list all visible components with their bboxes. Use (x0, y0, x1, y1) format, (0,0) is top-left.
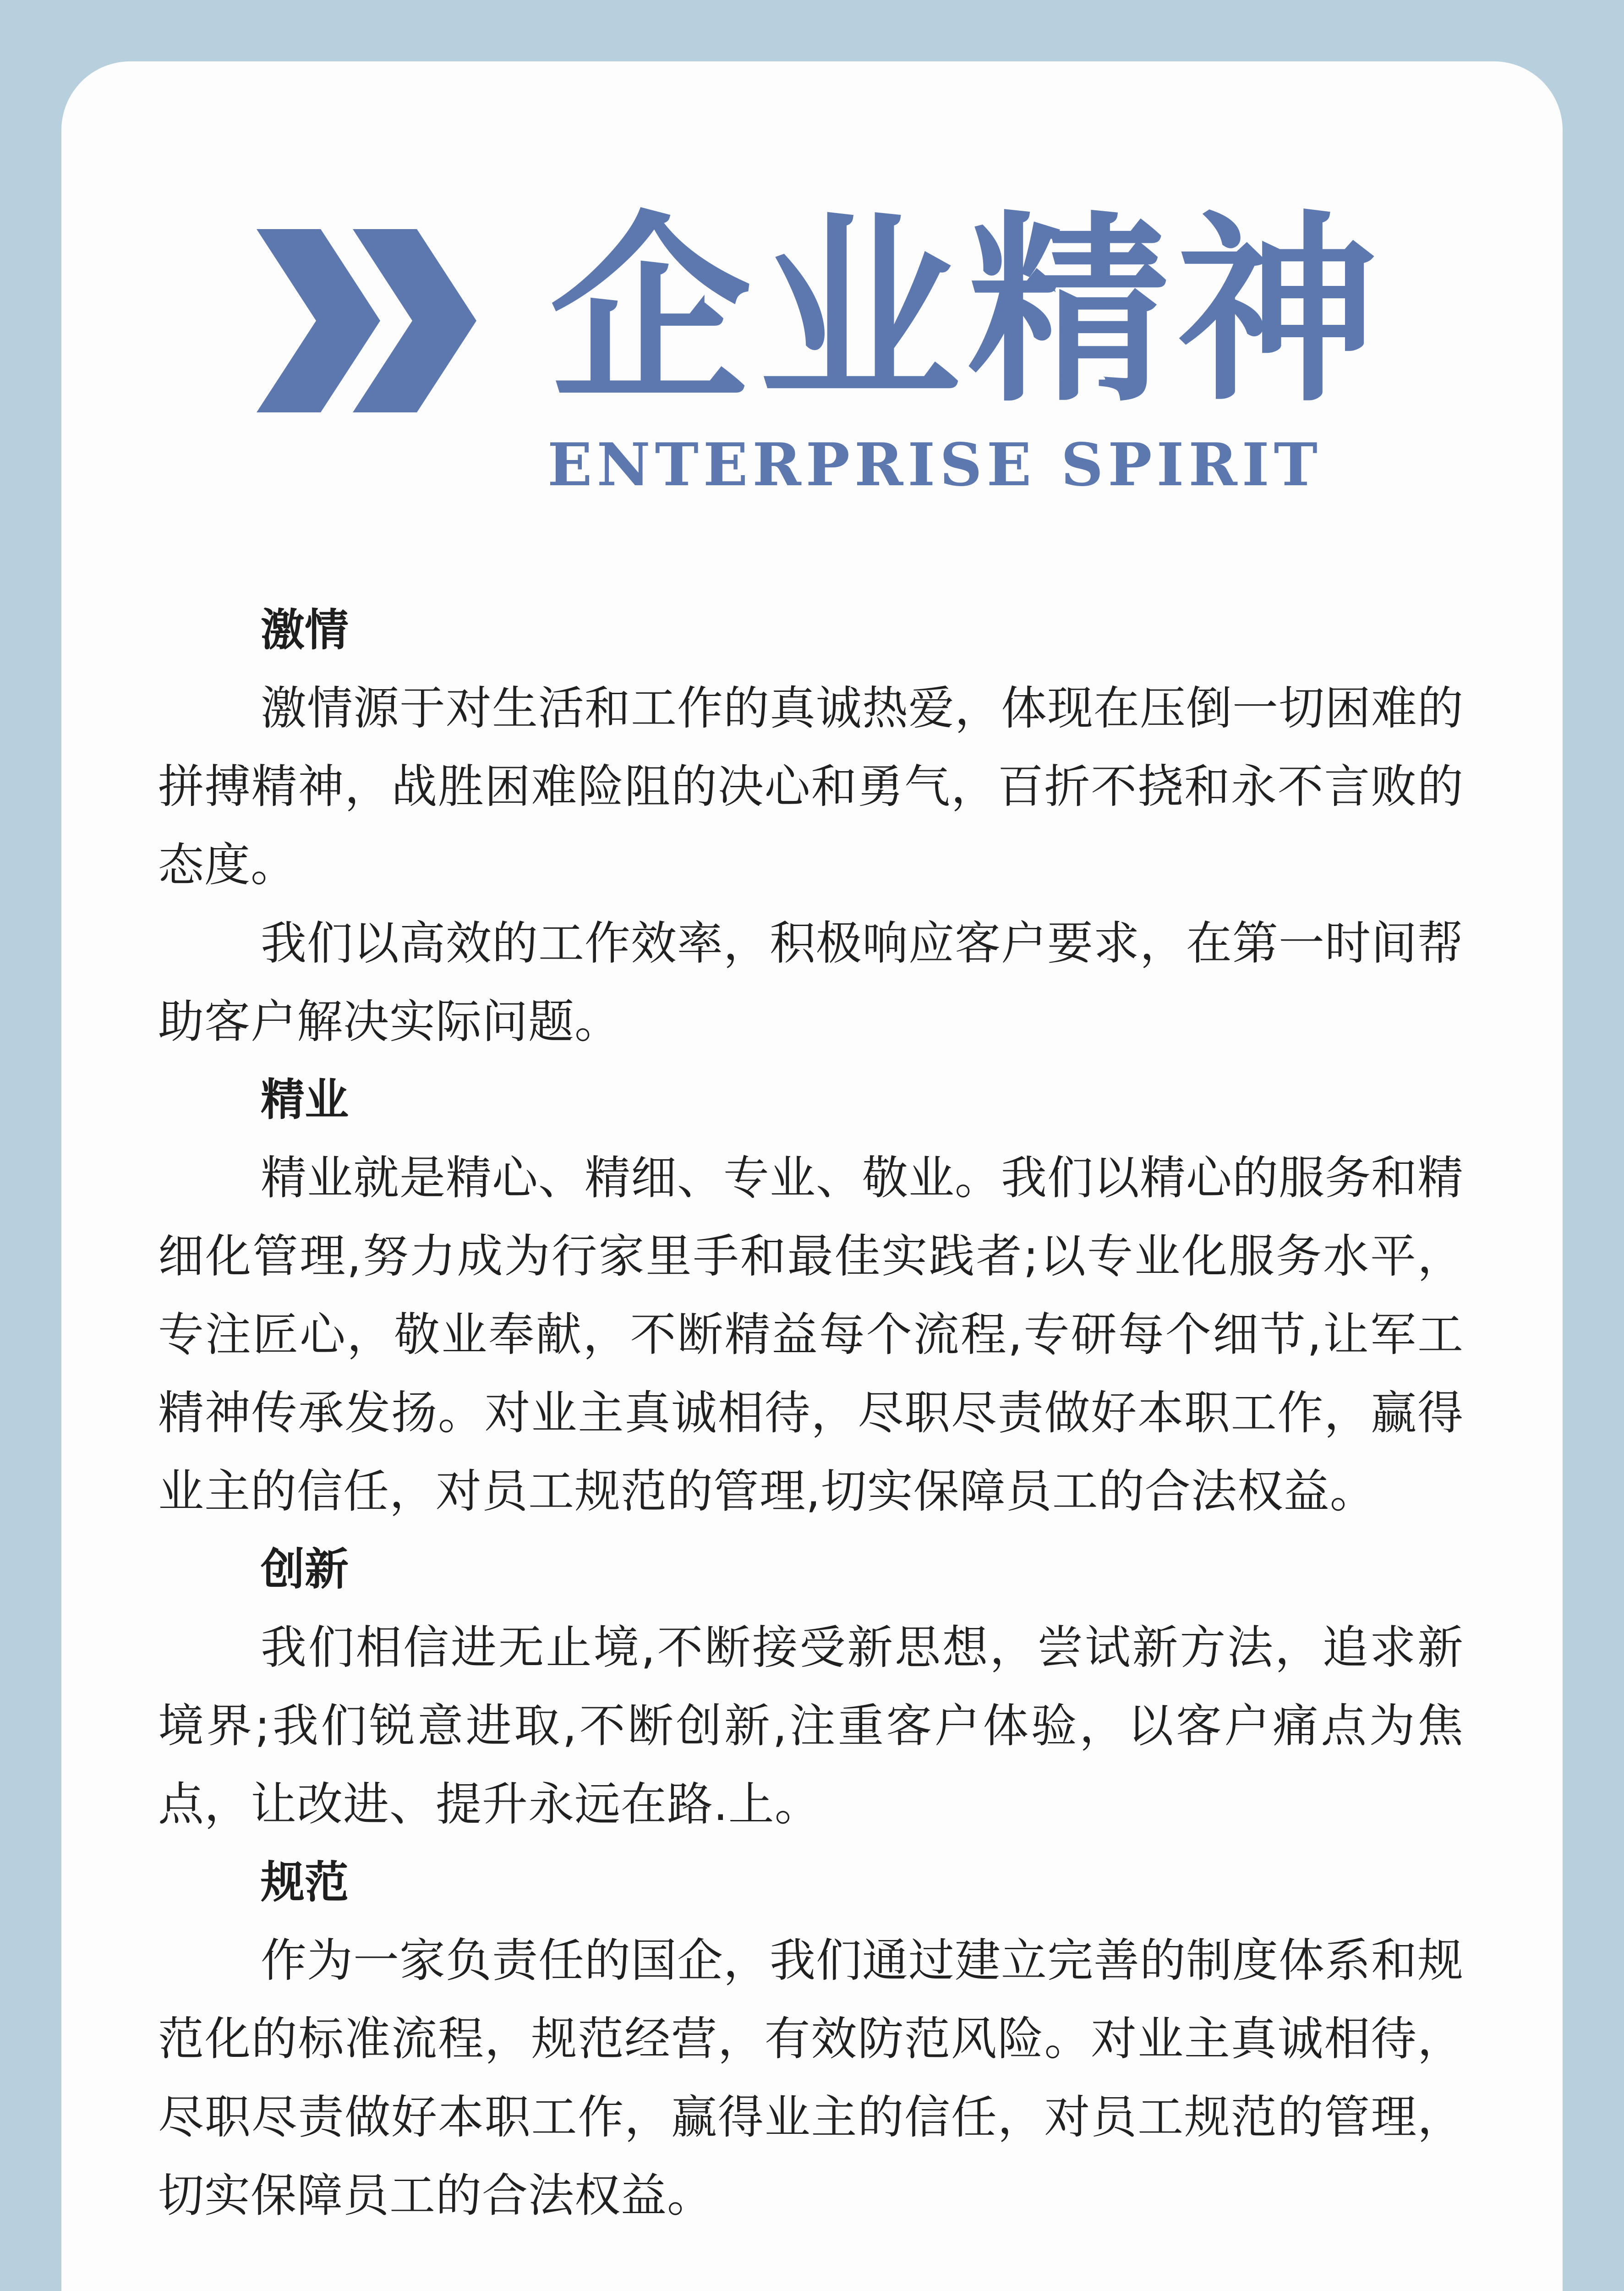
page-title: 企业精神 (550, 194, 1385, 429)
section-heading: 创新 (261, 1544, 349, 1595)
section-paragraph: 我们相信进无止境,不断接受新思想，尝试新方法，追求新境界;我们锐意进取,不断创新,注重客户体验，以客户痛点为焦点，让改进、提升永远在路.上。 (158, 1621, 1464, 1831)
section-heading: 规范 (261, 1857, 349, 1908)
section-heading: 精业 (261, 1074, 349, 1125)
section-innovation (158, 1530, 1464, 1843)
section-paragraph: 我们以高效的工作效率，积极响应客户要求，在第一时间帮助客户解决实际问题。 (158, 916, 1464, 1048)
section-paragraph: 激情源于对生活和工作的真诚热爱，体现在压倒一切困难的拼搏精神，战胜困难险阻的决心和勇气，百折不挠和永不言败的态度。 (158, 681, 1464, 892)
section-standards (158, 1843, 1464, 2235)
section-paragraph: 作为一家负责任的国企，我们通过建立完善的制度体系和规范化的标准流程，规范经营，有效防范风险。对业主真诚相待，尽职尽责做好本职工作，赢得业主的信任，对员工规范的管理，切实保障员工的合法权益。 (158, 1934, 1464, 2222)
section-excellence (158, 1061, 1464, 1530)
body-content (158, 591, 1464, 2235)
double-chevron-right-icon (257, 229, 504, 412)
page-subtitle: ENTERPRISE SPIRIT (547, 431, 1322, 499)
title-block (257, 192, 1402, 431)
section-paragraph: 精业就是精心、精细、专业、敬业。我们以精心的服务和精细化管理,努力成为行家里手和最佳实践者;以专业化服务水平，专注匠心，敬业奉献，不断精益每个流程,专研每个细节,让军工精神传承发扬。对业主真诚相待，尽职尽责做好本职工作，赢得业主的信任，对员工规范的管理,切实保障员工的合法权益。 (158, 1151, 1464, 1518)
section-passion (158, 591, 1464, 1061)
section-heading: 激情 (261, 604, 349, 656)
